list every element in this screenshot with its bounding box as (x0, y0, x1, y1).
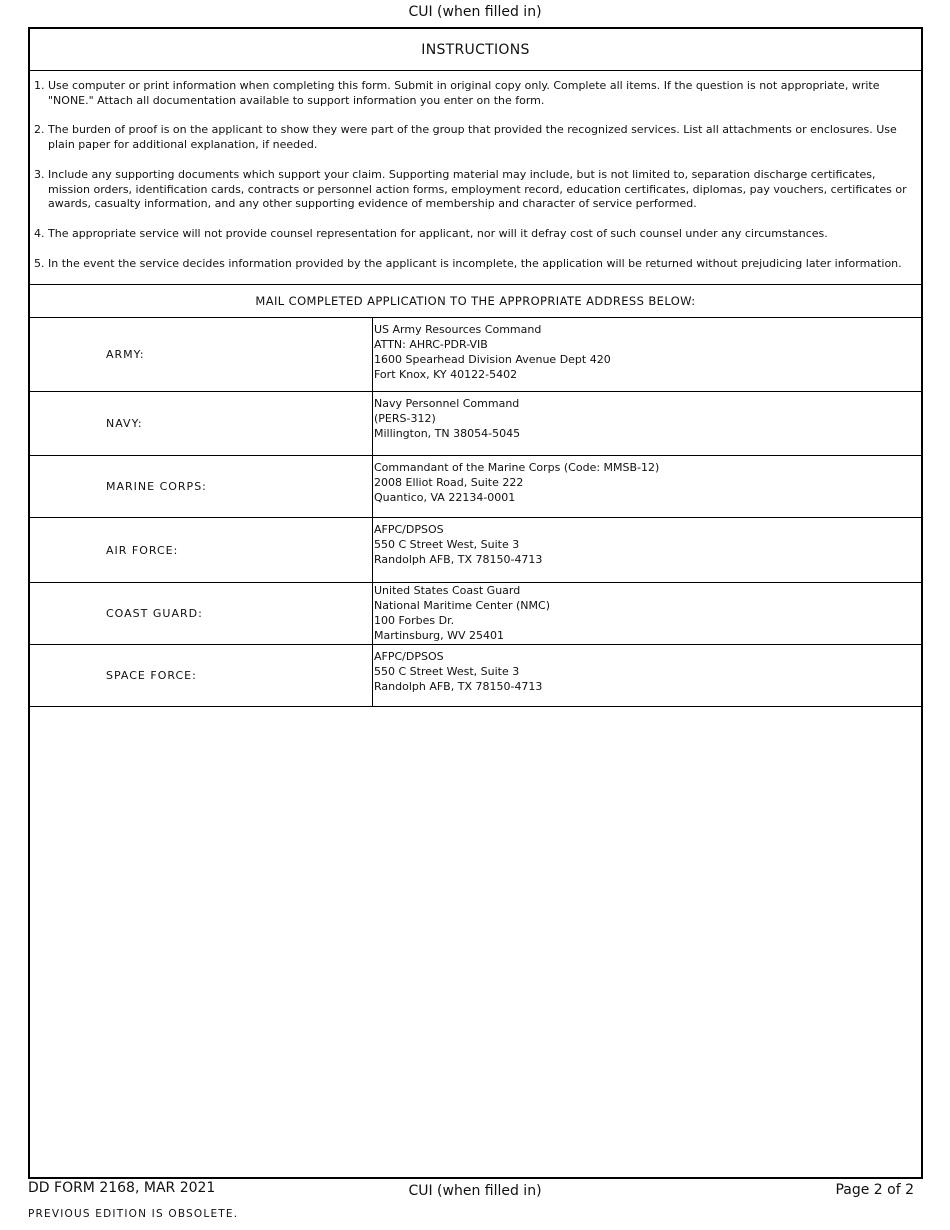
address-line: US Army Resources Command (374, 323, 542, 336)
address-line: National Maritime Center (NMC) (374, 599, 550, 612)
instructions-form-frame (28, 27, 923, 1179)
instruction-number: 4. (34, 226, 45, 240)
mailing-address (373, 518, 921, 582)
address-line: Millington, TN 38054-5045 (374, 427, 521, 440)
branch-label: MARINE CORPS: (30, 456, 373, 517)
instruction-number: 5. (34, 256, 45, 270)
address-line: 2008 Elliot Road, Suite 222 (374, 476, 524, 489)
address-line: Randolph AFB, TX 78150-4713 (374, 553, 543, 566)
address-line: 100 Forbes Dr. (374, 614, 455, 627)
mailing-instructions-title: MAIL COMPLETED APPLICATION TO THE APPROPRIATE ADDRESS BELOW: (30, 285, 921, 318)
instruction-text: The appropriate service will not provide counsel representation for applicant, nor will it defray cost of such counsel under any circumstances. (48, 226, 828, 240)
instruction-item (34, 168, 915, 212)
branch-label: COAST GUARD: (30, 583, 373, 644)
instruction-text: Include any supporting documents which support your claim. Supporting material may include, but is not limited to, separation discharge certificates, mission orders, identification cards, contracts or personnel action forms, employment record, education certificates, diplomas, pay vouchers, certificates or awards, casualty information, and any other supporting evidence of membership and character of service performed. (48, 167, 907, 211)
address-line: ATTN: AHRC-PDR-VIB (374, 338, 488, 351)
mailing-address (373, 392, 921, 455)
instruction-number: 1. (34, 79, 45, 92)
previous-edition-notice: PREVIOUS EDITION IS OBSOLETE. (28, 1208, 239, 1220)
cui-header-label: CUI (when filled in) (408, 4, 542, 20)
instructions-list (30, 71, 921, 285)
address-line: Randolph AFB, TX 78150-4713 (374, 680, 543, 693)
instruction-item (34, 257, 915, 272)
address-line: Fort Knox, KY 40122-5402 (374, 368, 518, 381)
mailing-address (373, 456, 921, 517)
address-line: (PERS-312) (374, 412, 436, 425)
address-row-air-force (30, 518, 921, 583)
mailing-address (373, 583, 921, 644)
address-line: AFPC/DPSOS (374, 523, 444, 536)
address-line: Commandant of the Marine Corps (Code: MMSB-12) (374, 461, 660, 474)
address-line: United States Coast Guard (374, 584, 521, 597)
address-row-space-force (30, 645, 921, 707)
cui-footer-label: CUI (when filled in) (408, 1183, 542, 1199)
instruction-item (34, 123, 915, 153)
address-line: Martinsburg, WV 25401 (374, 629, 504, 642)
mailing-address (373, 318, 921, 391)
instruction-text: Use computer or print information when completing this form. Submit in original copy only. Complete all items. If the question is not appropriate, write "NONE." Attach all documentation available to support information you enter on the form. (48, 79, 880, 107)
address-line: 1600 Spearhead Division Avenue Dept 420 (374, 353, 611, 366)
address-row-coast-guard (30, 583, 921, 645)
instruction-text: In the event the service decides information provided by the applicant is incomplete, the application will be returned without prejudicing later information. (48, 256, 902, 270)
branch-label: ARMY: (30, 318, 373, 391)
address-line: AFPC/DPSOS (374, 650, 444, 663)
instruction-number: 3. (34, 167, 45, 181)
instruction-number: 2. (34, 123, 45, 137)
address-row-navy (30, 392, 921, 456)
address-line: Navy Personnel Command (374, 397, 520, 410)
address-row-marine-corps (30, 456, 921, 518)
page-number: Page 2 of 2 (835, 1182, 914, 1198)
branch-label: AIR FORCE: (30, 518, 373, 582)
mailing-address (373, 645, 921, 706)
branch-label: NAVY: (30, 392, 373, 455)
instruction-text: The burden of proof is on the applicant to show they were part of the group that provided the recognized services. List all attachments or enclosures. Use plain paper for additional explanation, if needed. (48, 123, 897, 152)
address-line: 550 C Street West, Suite 3 (374, 665, 520, 678)
form-identifier: DD FORM 2168, MAR 2021 (28, 1180, 216, 1196)
address-line: 550 C Street West, Suite 3 (374, 538, 520, 551)
instruction-item (34, 227, 915, 242)
instructions-title: INSTRUCTIONS (30, 29, 921, 71)
address-line: Quantico, VA 22134-0001 (374, 491, 516, 504)
address-row-army (30, 318, 921, 392)
branch-label: SPACE FORCE: (30, 645, 373, 706)
instruction-item (34, 79, 915, 109)
